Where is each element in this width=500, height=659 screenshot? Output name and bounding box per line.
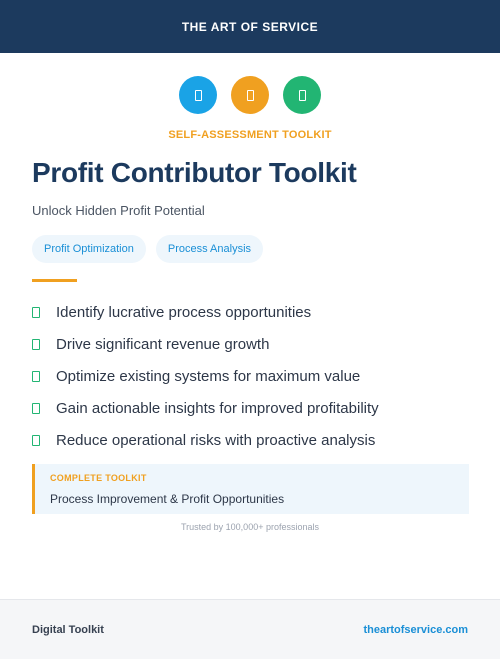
document-icon (179, 76, 217, 114)
list-item (32, 424, 472, 456)
list-item-text: Identify lucrative process opportunities (56, 303, 312, 321)
tag-list (32, 235, 263, 263)
list-item-text: Optimize existing systems for maximum value (56, 367, 361, 385)
page-title: Profit Contributor Toolkit (32, 157, 357, 188)
document-icon (283, 76, 321, 114)
list-item (32, 392, 472, 424)
list-item-text: Gain actionable insights for improved profitability (56, 399, 379, 417)
footer-website-link[interactable]: theartofservice.com (363, 623, 468, 636)
callout-label: COMPLETE TOOLKIT (50, 473, 147, 483)
brand-name: THE ART OF SERVICE (181, 19, 319, 34)
list-item (32, 360, 472, 392)
footer-bar (0, 599, 500, 659)
check-icon (32, 403, 40, 414)
icon-row (0, 76, 500, 114)
list-item-text: Reduce operational risks with proactive analysis (56, 431, 376, 449)
document-icon (231, 76, 269, 114)
check-icon (32, 307, 40, 318)
trust-note: Trusted by 100,000+ professionals (180, 522, 319, 532)
toolkit-callout (32, 464, 469, 514)
check-icon (32, 371, 40, 382)
tag-process-analysis: Process Analysis (156, 235, 263, 263)
header-bar (0, 0, 500, 53)
check-icon (32, 339, 40, 350)
accent-divider (32, 279, 77, 282)
list-item (32, 296, 472, 328)
footer-label: Digital Toolkit (32, 623, 104, 636)
tag-profit-optimization: Profit Optimization (32, 235, 146, 263)
check-icon (32, 435, 40, 446)
list-item-text: Drive significant revenue growth (56, 335, 270, 353)
benefit-list (32, 296, 472, 456)
page-subtitle: Unlock Hidden Profit Potential (32, 203, 205, 218)
list-item (32, 328, 472, 360)
callout-text: Process Improvement & Profit Opportunities (50, 492, 285, 506)
eyebrow-label: SELF-ASSESSMENT TOOLKIT (168, 129, 332, 141)
